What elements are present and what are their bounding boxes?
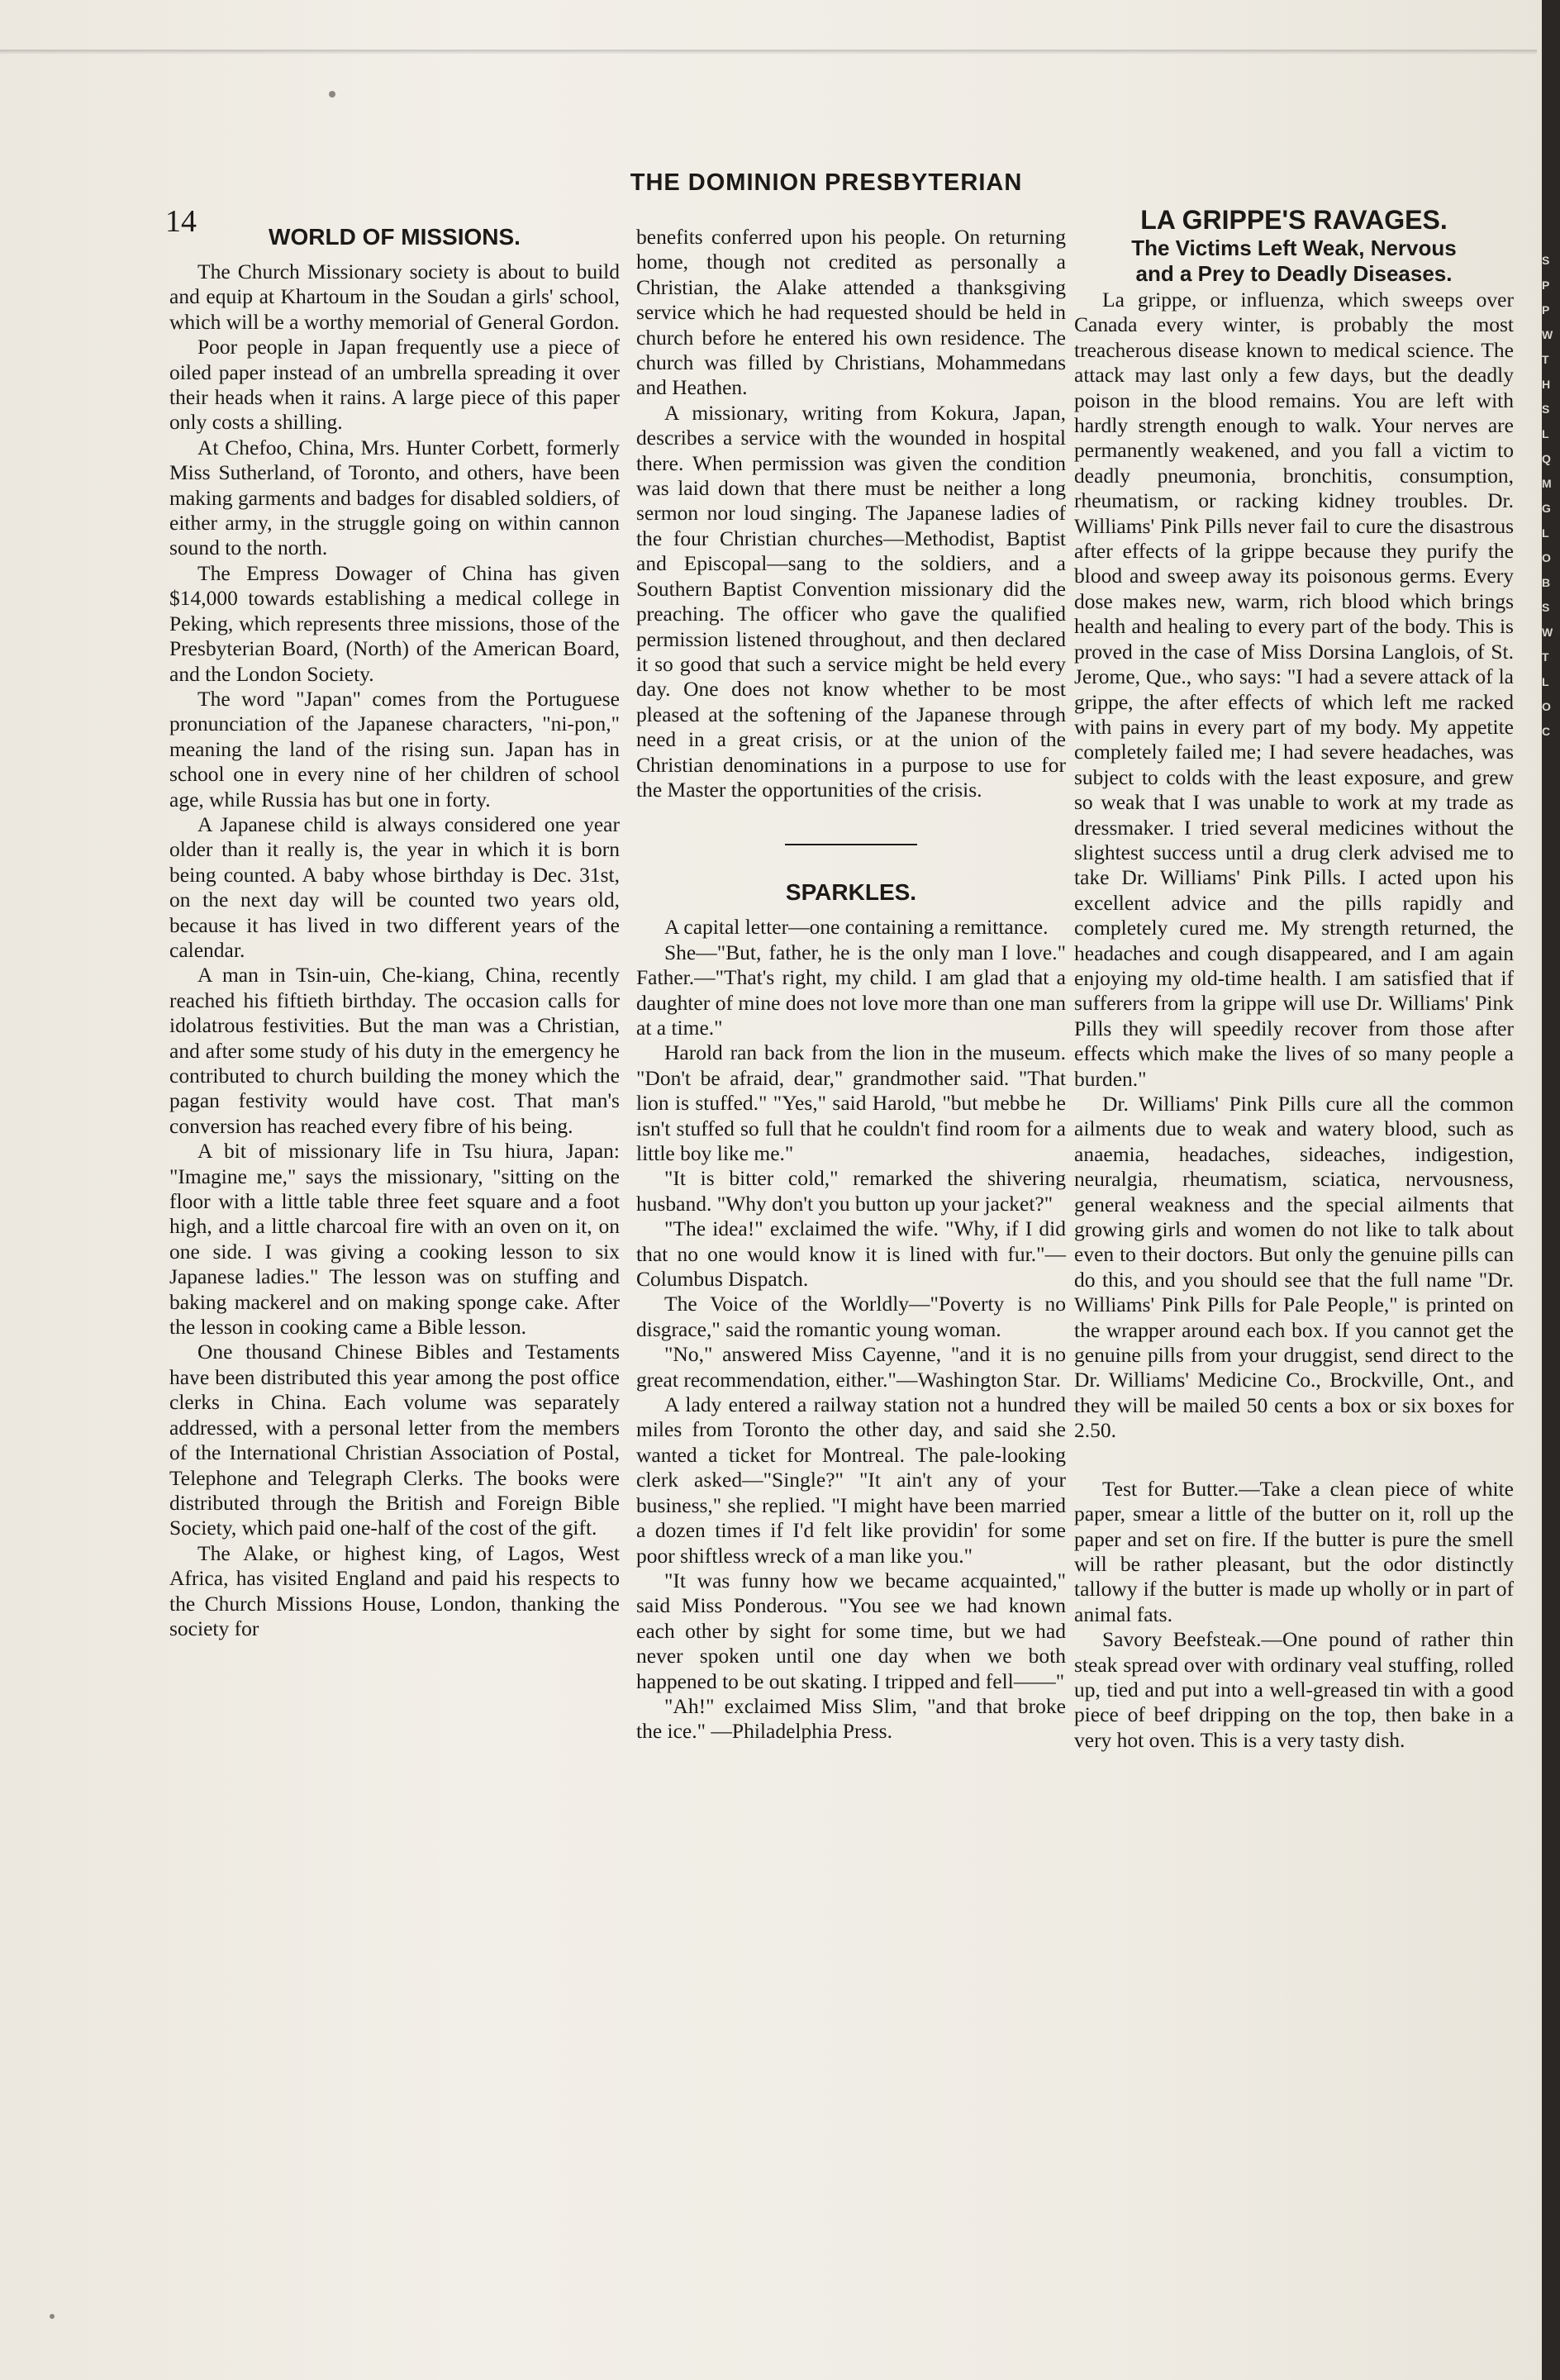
recipe-paragraph: Test for Butter.—Take a clean piece of white paper, smear a little of the butter on it, roll up the paper and set on fire. If the butter is pure the smell will be rather pleasant, but the odor distinctly tallowy if the butter is made up wholly or in part of animal fats. — [1074, 1476, 1514, 1626]
article-paragraph: A Japanese child is always considered one year older than it really is, the year in which it is born being counted. A baby whose birthday is Dec. 31st, on the next day will be counted two years old, because it has lived in two different years of the calendar. — [169, 812, 620, 962]
margin-letter: P — [1542, 278, 1550, 292]
margin-letter: S — [1542, 254, 1550, 267]
article-paragraph: At Chefoo, China, Mrs. Hunter Corbett, formerly Miss Sutherland, of Toronto, and others, have been making garments and badges for disabled soldiers, of either army, in the struggle going on within cannon sound to the north. — [169, 435, 620, 560]
margin-letter: L — [1542, 427, 1549, 440]
article-paragraph: One thousand Chinese Bibles and Testaments have been distributed this year among the post office clerks in China. Each volume was separately addressed, with a personal letter from the members of the International Christian Association of Postal, Telephone and Telegraph Clerks. The books were distributed through the British and Foreign Bible Society, which paid one-half of the cost of the gift. — [169, 1340, 620, 1540]
column-world-of-missions — [169, 223, 620, 1641]
joke-paragraph: "The idea!" exclaimed the wife. "Why, if I did that no one would know it is lined with fur."—Columbus Dispatch. — [636, 1216, 1066, 1292]
margin-letter: Q — [1542, 452, 1551, 465]
ink-speck — [50, 2314, 55, 2319]
article-paragraph: A man in Tsin-uin, Che-kiang, China, recently reached his fiftieth birthday. The occasion calls for idolatrous festivities. But the man was a Christian, and after some study of his duty in the emergency he contributed to church building the money which the pagan festivity would have cost. That man's conversion has reached every fibre of his being. — [169, 963, 620, 1138]
recipe-paragraph: Savory Beefsteak.—One pound of rather thin steak spread over with ordinary veal stuffing, rolled up, tied and put into a well-greased tin with a good piece of beef dripping on the top, then bake in a very hot oven. This is a very tasty dish. — [1074, 1627, 1514, 1752]
margin-letter: B — [1542, 576, 1551, 589]
section-heading: WORLD OF MISSIONS. — [269, 224, 521, 250]
joke-paragraph: "Ah!" exclaimed Miss Slim, "and that broke the ice." —Philadelphia Press. — [636, 1693, 1066, 1744]
page-fold-shadow — [0, 50, 1537, 55]
section-heading: SPARKLES. — [785, 879, 917, 906]
column-sparkles — [636, 225, 1066, 1745]
joke-paragraph: "It was funny how we became acquainted," said Miss Ponderous. "You see we had known each other by sight for some time, but we had never spoken until one day when we both happened to be out skating. I tripped and fell——" — [636, 1568, 1066, 1693]
facing-page-margin — [1542, 248, 1558, 744]
joke-paragraph: "No," answered Miss Cayenne, "and it is no great recommendation, either."—Washington Star. — [636, 1342, 1066, 1392]
joke-paragraph: She—"But, father, he is the only man I love." Father.—"That's right, my child. I am glad that a daughter of mine does not love more than one man at a time." — [636, 940, 1066, 1040]
margin-letter: C — [1542, 725, 1551, 738]
joke-paragraph: "It is bitter cold," remarked the shivering husband. "Why don't you button up your jacket?" — [636, 1166, 1066, 1216]
margin-letter: L — [1542, 675, 1549, 688]
joke-paragraph: Harold ran back from the lion in the museum. "Don't be afraid, dear," grandmother said. "That lion is stuffed." "Yes," said Harold, "but mebbe he isn't stuffed so full that he couldn't find room for a little boy like me." — [636, 1040, 1066, 1165]
section-divider — [785, 844, 917, 845]
spacer — [1074, 1444, 1514, 1477]
article-paragraph: The word "Japan" comes from the Portuguese pronunciation of the Japanese characters, "ni-pon," meaning the land of the rising sun. Japan has in school one in every nine of her children of school age, while Russia has but one in forty. — [169, 686, 620, 812]
advert-paragraph: La grippe, or influenza, which sweeps over Canada every winter, is probably the most treacherous disease known to medical science. The attack may last only a few days, but the deadly poison in the blood remains. You are left with hardly strength enough to walk. Your nerves are permanently weakened, and you fall a victim to deadly pneumonia, bronchitis, consumption, rheumatism, or racking kidney troubles. Dr. Williams' Pink Pills never fail to cure the disastrous after effects of la grippe because they purify the blood and sweep away its poisonous germs. Every dose makes new, warm, rich blood which brings health and healing to every part of the body. This is proved in the case of Miss Dorsina Langlois, of St. Jerome, Que., who says: "I had a severe attack of la grippe, the after effects of which left me racked with pains in every part of my body. My appetite completely failed me; I had severe headaches, was subject to colds with the least exposure, and grew so weak that I was unable to work at my trade as dressmaker. I tried several medicines without the slightest success until a drug clerk advised me to take Dr. Williams' Pink Pills. I acted upon his excellent advice and the pills rapidly and completely cured me. My strength returned, the headaches and cough disappeared, and I am again enjoying my old-time health. I am satisfied that if sufferers from la grippe will use Dr. Williams' Pink Pills they will speedily recover from those after effects which make the lives of so many people a burden." — [1074, 288, 1514, 1091]
margin-letter: M — [1542, 477, 1552, 490]
article-paragraph: The Church Missionary society is about to build and equip at Khartoum in the Soudan a girls' school, which will be a worthy memorial of General Gordon. — [169, 259, 620, 334]
article-paragraph: Poor people in Japan frequently use a piece of oiled paper instead of an umbrella spreading it over their heads when it rains. A large piece of this paper only costs a shilling. — [169, 335, 620, 435]
margin-letter: T — [1542, 650, 1549, 664]
column-la-grippe — [1074, 205, 1514, 1753]
article-paragraph: A missionary, writing from Kokura, Japan, describes a service with the wounded in hospital there. When permission was given the condition was laid down that there must be neither a long sermon nor loud singing. The Japanese ladies of the four Christian churches—Methodist, Baptist and Episcopal—sang to the soldiers, and a Southern Baptist Convention missionary did the preaching. The officer who gave the qualified permission listened throughout, and then declared it so good that such a service might be held every day. One does not know whether to be most pleased at the softening of the Japanese through need in a great crisis, or at the union of the Christian denominations in a purpose to use for the Master the opportunities of the crisis. — [636, 400, 1066, 802]
margin-letter: O — [1542, 551, 1551, 564]
article-paragraph: A bit of missionary life in Tsu hiura, Japan: "Imagine me," says the missionary, "sitting on the floor with a little table three feet square and a foot high, and a little charcoal fire with an oven on it, on one side. I was giving a cooking lesson to six Japanese ladies." The lesson was on stuffing and baking mackerel and on making sponge cake. After the lesson in cooking came a Bible lesson. — [169, 1139, 620, 1340]
margin-letter: H — [1542, 378, 1551, 391]
margin-letter: P — [1542, 303, 1550, 317]
joke-paragraph: The Voice of the Worldly—"Poverty is no disgrace," said the romantic young woman. — [636, 1292, 1066, 1341]
margin-letter: S — [1542, 402, 1550, 416]
article-paragraph: benefits conferred upon his people. On returning home, though not credited as personally a Christian, the Alake attended a thanksgiving service which he had requested should be held in church before he entered his own residence. The church was filled by Christians, Mohammedans and Heathen. — [636, 225, 1066, 400]
ink-speck — [329, 91, 335, 98]
margin-letter: O — [1542, 700, 1551, 713]
margin-letter: T — [1542, 353, 1549, 366]
advert-heading: LA GRIPPE'S RAVAGES. — [1140, 205, 1448, 235]
article-paragraph: The Empress Dowager of China has given $14,000 towards establishing a medical college in Peking, which represents three missions, those of the Presbyterian Board, (North) of the American Board, and the London Society. — [169, 560, 620, 686]
margin-letter: G — [1542, 502, 1551, 515]
advert-paragraph: Dr. Williams' Pink Pills cure all the common ailments due to weak and watery blood, such as anaemia, headaches, sideaches, indigestion, neuralgia, rheumatism, sciatica, nervousness, general weakness and the special ailments that growing girls and women do not like to talk about even to their doctors. But only the genuine pills can do this, and you should see that the full name "Dr. Williams' Pink Pills for Pale People," is printed on the wrapper around each box. If you cannot get the genuine pills from your druggist, send direct to the Dr. Williams' Medicine Co., Brockville, Ont., and they will be mailed 50 cents a box or six boxes for 2.50. — [1074, 1092, 1514, 1443]
page-number: 14 — [165, 204, 197, 239]
margin-letter: L — [1542, 526, 1549, 540]
margin-letter: W — [1542, 626, 1553, 639]
margin-letter: W — [1542, 328, 1553, 341]
advert-subheading: The Victims Left Weak, Nervous — [1131, 236, 1457, 260]
article-paragraph: The Alake, or highest king, of Lagos, West Africa, has visited England and paid his respects to the Church Missions House, London, thanking the society for — [169, 1540, 620, 1640]
joke-paragraph: A capital letter—one containing a remittance. — [664, 915, 1049, 940]
advert-subheading: and a Prey to Deadly Diseases. — [1135, 261, 1453, 286]
joke-paragraph: A lady entered a railway station not a hundred miles from Toronto the other day, and said she wanted a ticket for Montreal. The pale-looking clerk asked—"Single?" "It ain't any of your business," she replied. "I might have been married a dozen times if I'd felt like providin' for some poor shiftless wreck of a man like you." — [636, 1392, 1066, 1568]
masthead-title: THE DOMINION PRESBYTERIAN — [630, 169, 1023, 196]
margin-letter: S — [1542, 601, 1550, 614]
